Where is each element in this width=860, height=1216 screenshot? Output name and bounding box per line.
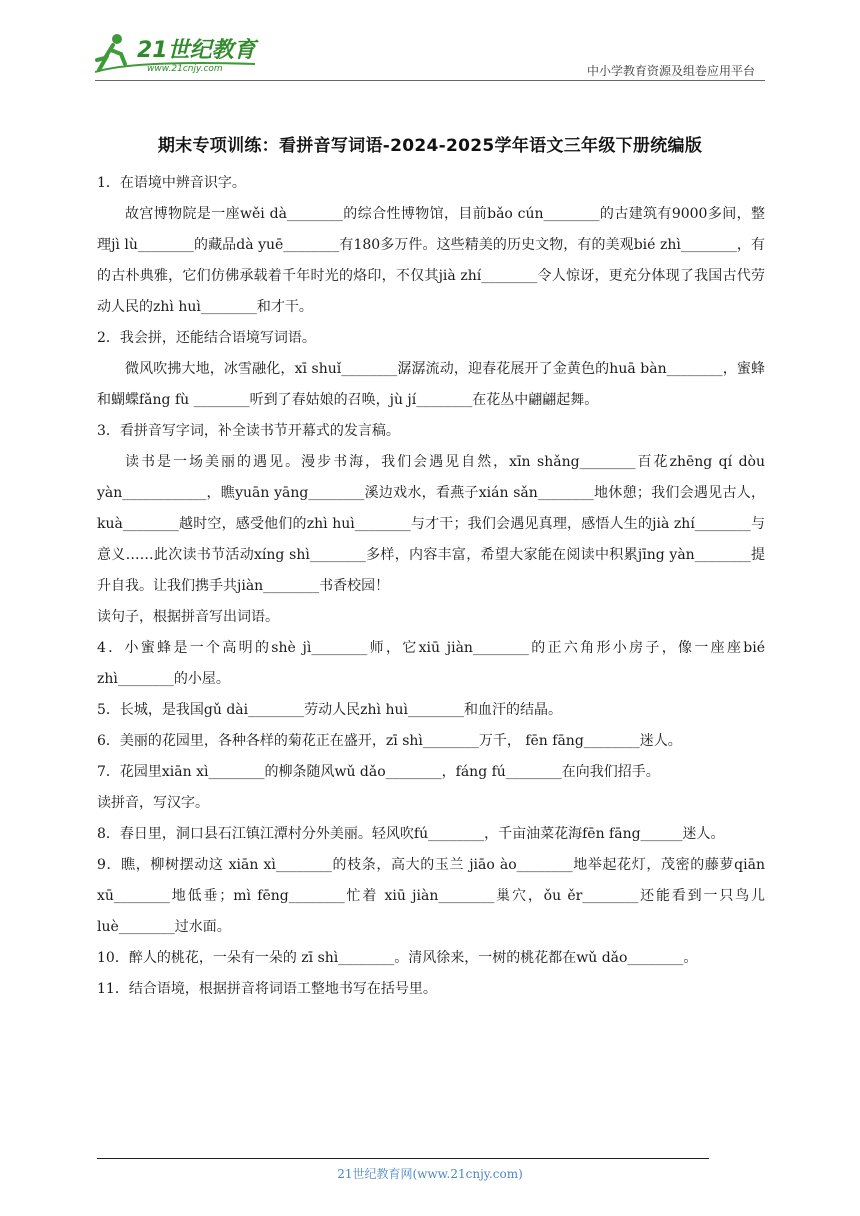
page-title: 期末专项训练：看拼音写词语-2024-2025学年语文三年级下册统编版: [157, 136, 703, 156]
logo-text: 21世纪教育: [137, 38, 256, 63]
question-5: 5．长城，是我国gǔ dài________劳动人民zhì huì________和血汗的结晶。: [97, 702, 562, 718]
question-4: 4．小蜜蜂是一个高明的shè jì________师，它xiū jiàn________的正六角形小房子，像一座座bié zhì________的小屋。: [97, 640, 765, 687]
section-instruction-read-pinyin: 读拼音，写汉字。: [97, 795, 209, 811]
page-header: [95, 30, 765, 80]
question-7: 7．花园里xiān xì________的柳条随风wǔ dǎo________，fáng fú________在向我们招手。: [97, 764, 660, 780]
question-6: 6．美丽的花园里，各种各样的菊花正在盛开，zī shì________万千， fēn fāng________迷人。: [97, 733, 682, 749]
exercise-content: [97, 168, 765, 1005]
question-1-heading: 1．在语境中辨音识字。: [97, 175, 246, 191]
question-3-text: 读书是一场美丽的遇见。漫步书海，我们会遇见自然，xīn shǎng________百花zhēng qí dòu yàn____________，瞧yuān yāng________溪边戏水，看燕子xián sǎn________地休憩；我们会遇见古人，kuà________越时空，感受他们的zhì huì________与才干；我们会遇见真理，感悟人生的jià zhí________与意义……此次读书节活动xíng shì________多样，内容丰富，希望大家能在阅读中积累jīng yàn________提升自我。让我们携手共jiàn________书香校园！: [97, 454, 765, 594]
section-instruction-read-sentences: 读句子，根据拼音写出词语。: [97, 609, 279, 625]
site-logo[interactable]: [95, 30, 265, 76]
question-10: 10．醉人的桃花，一朵有一朵的 zī shì________。清风徐来，一树的桃花都在wǔ dǎo________。: [97, 950, 698, 966]
logo-url: www.21cnjy.com: [147, 64, 223, 74]
footer-link[interactable]: 21世纪教育网(www.21cnjy.com): [337, 1167, 523, 1181]
question-2-heading: 2．我会拼，还能结合语境写词语。: [97, 330, 316, 346]
question-11: 11．结合语境，根据拼音将词语工整地书写在括号里。: [97, 981, 437, 997]
question-9: 9．瞧，柳树摆动这 xiān xì________的枝条，高大的玉兰 jiāo ào________地举起花灯，茂密的藤萝qiān xū________地低垂；mì fēng________忙着 xiū jiàn________巢穴，ǒu ěr________还能看到一只鸟儿luè________过水面。: [97, 857, 765, 935]
platform-tagline: 中小学教育资源及组卷应用平台: [586, 64, 755, 78]
question-3-heading: 3．看拼音写字词，补全读书节开幕式的发言稿。: [97, 423, 400, 439]
question-8: 8．春日里，洞口县石江镇江潭村分外美丽。轻风吹fú________，千亩油菜花海fēn fāng______迷人。: [97, 826, 725, 842]
header-divider: [95, 80, 765, 81]
runner-logo-icon: [95, 30, 265, 76]
footer-divider: [97, 1158, 709, 1159]
question-1-text: 故宫博物院是一座wěi dà________的综合性博物馆，目前bǎo cún________的古建筑有9000多间，整理jì lù________的藏品dà yuē________有180多万件。这些精美的历史文物，有的美观bié zhì________，有的古朴典雅，它们仿佛承载着千年时光的烙印，不仅其jià zhí________令人惊讶，更充分体现了我国古代劳动人民的zhì huì________和才干。: [97, 206, 765, 315]
question-2-text: 微风吹拂大地，冰雪融化，xī shuǐ________潺潺流动，迎春花展开了金黄色的huā bàn________，蜜蜂和蝴蝶fǎng fù ________听到了春姑娘的召唤，jù jí________在花丛中翩翩起舞。: [97, 361, 765, 408]
